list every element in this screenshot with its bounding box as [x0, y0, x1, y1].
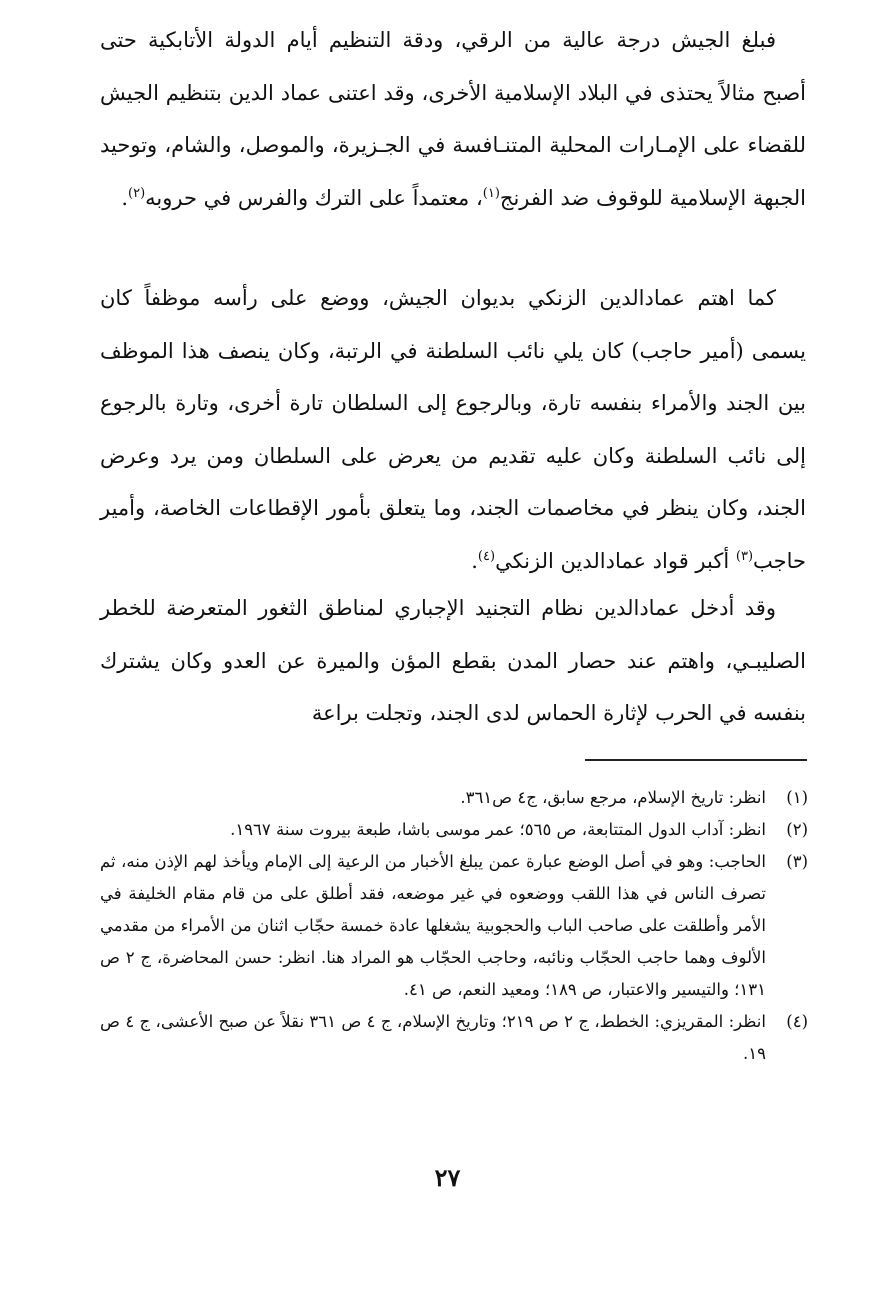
paragraph-1-text: فبلغ الجيش درجة عالية من الرقي، ودقة التنظيم أيام الدولة الأتابكية حتى أصبح مثالاً يحتذى في البلاد الإسلامية الأخرى، وقد اعتنى عماد الدين بتنظيم الجيش للقضاء على الإمـارات المحلية المتنـافسة في الجـزيرة، والموصل، والشام، وتوحيد الجبهة الإسلامية للوقوف ضد الفرنج	[100, 28, 806, 210]
footnote-ref-3[interactable]: (٣)	[735, 548, 754, 564]
page-number: ٢٧	[434, 1163, 461, 1192]
paragraph-1-text-2: ، معتمداً على الترك والفرس في حروبه	[145, 185, 483, 210]
footnote-text: انظر: المقريزي: الخطط، ج ٢ ص ٢١٩؛ وتاريخ الإسلام، ج ٤ ص ٣٦١ نقلاً عن صبح الأعشى، ج ٤ ص ١٩.	[100, 1012, 766, 1063]
paragraph-2	[100, 272, 806, 587]
footnote-number: (١)	[786, 788, 808, 807]
footnote-text: انظر: آداب الدول المتتابعة، ص ٥٦٥؛ عمر موسى باشا، طبعة بيروت سنة ١٩٦٧.	[230, 820, 766, 839]
footnote-number: (٢)	[786, 820, 808, 839]
paragraph-3-text: وقد أدخل عمادالدين نظام التجنيد الإجباري لمناطق الثغور المتعرضة للخطر الصليبـي، واهتم عند حصار المدن بقطع المؤن والميرة عن العدو وكان يشترك بنفسه في الحرب لإثارة الحماس لدى الجند، وتجلت براعة	[100, 596, 806, 725]
paragraph-1-end: .	[121, 185, 129, 210]
footnote-ref-2[interactable]: (٢)	[128, 185, 146, 201]
footnote-separator	[585, 759, 807, 761]
footnote-ref-1[interactable]: (١)	[482, 185, 500, 201]
footnote-ref-4[interactable]: (٤)	[477, 548, 496, 564]
footnote-number: (٣)	[786, 852, 808, 871]
footnote-3	[100, 846, 808, 1006]
paragraph-2-text: كما اهتم عمادالدين الزنكي بديوان الجيش، ووضع على رأسه موظفاً كان يسمى (أمير حاجب) كان يلي نائب السلطنة في الرتبة، وكان ينصف هذا الموظف بين الجند والأمراء بنفسه تارة، وبالرجوع إلى السلطان تارة أخرى، وتارة بالرجوع إلى نائب السلطنة وكان عليه تقديم من يعرض على السلطان ومن يرد وعرض الجند، وكان ينظر في مخاصمات الجند، وما يتعلق بأمور الإقطاعات الخاصة، وأمير حاجب	[100, 286, 806, 573]
paragraph-2-end: .	[471, 548, 478, 573]
footnote-text: الحاجب: وهو في أصل الوضع عبارة عمن يبلغ الأخبار من الرعية إلى الإمام ويأخذ لهم الإذن منه، ثم تصرف الناس في هذا اللقب ووضعوه في غير موضعه، فقد أطلق على من قام مقام الخليفة في الأمر وأطلقت على صاحب الباب والحجوبية يشغلها عادة خمسة حجّاب اثنان من الأمراء من مقدمي الألوف وهما حاجب الحجّاب ونائبه، وحاجب الحجّاب هو المراد هنا. انظر: حسن المحاضرة، ج ٢ ص ١٣١؛ والتيسير والاعتبار، ص ١٨٩؛ ومعيد النعم، ص ٤١.	[100, 852, 766, 999]
footnote-number: (٤)	[786, 1012, 808, 1031]
footnote-4	[100, 1006, 808, 1070]
footnote-2	[100, 814, 808, 846]
paragraph-3	[100, 582, 806, 740]
footnote-text: انظر: تاريخ الإسلام، مرجع سابق، ج٤ ص٣٦١.	[460, 788, 766, 807]
footnotes	[100, 782, 808, 1070]
footnote-1	[100, 782, 808, 814]
paragraph-2-text-2: أكبر قواد عمادالدين الزنكي	[495, 548, 736, 573]
paragraph-1	[100, 14, 806, 224]
